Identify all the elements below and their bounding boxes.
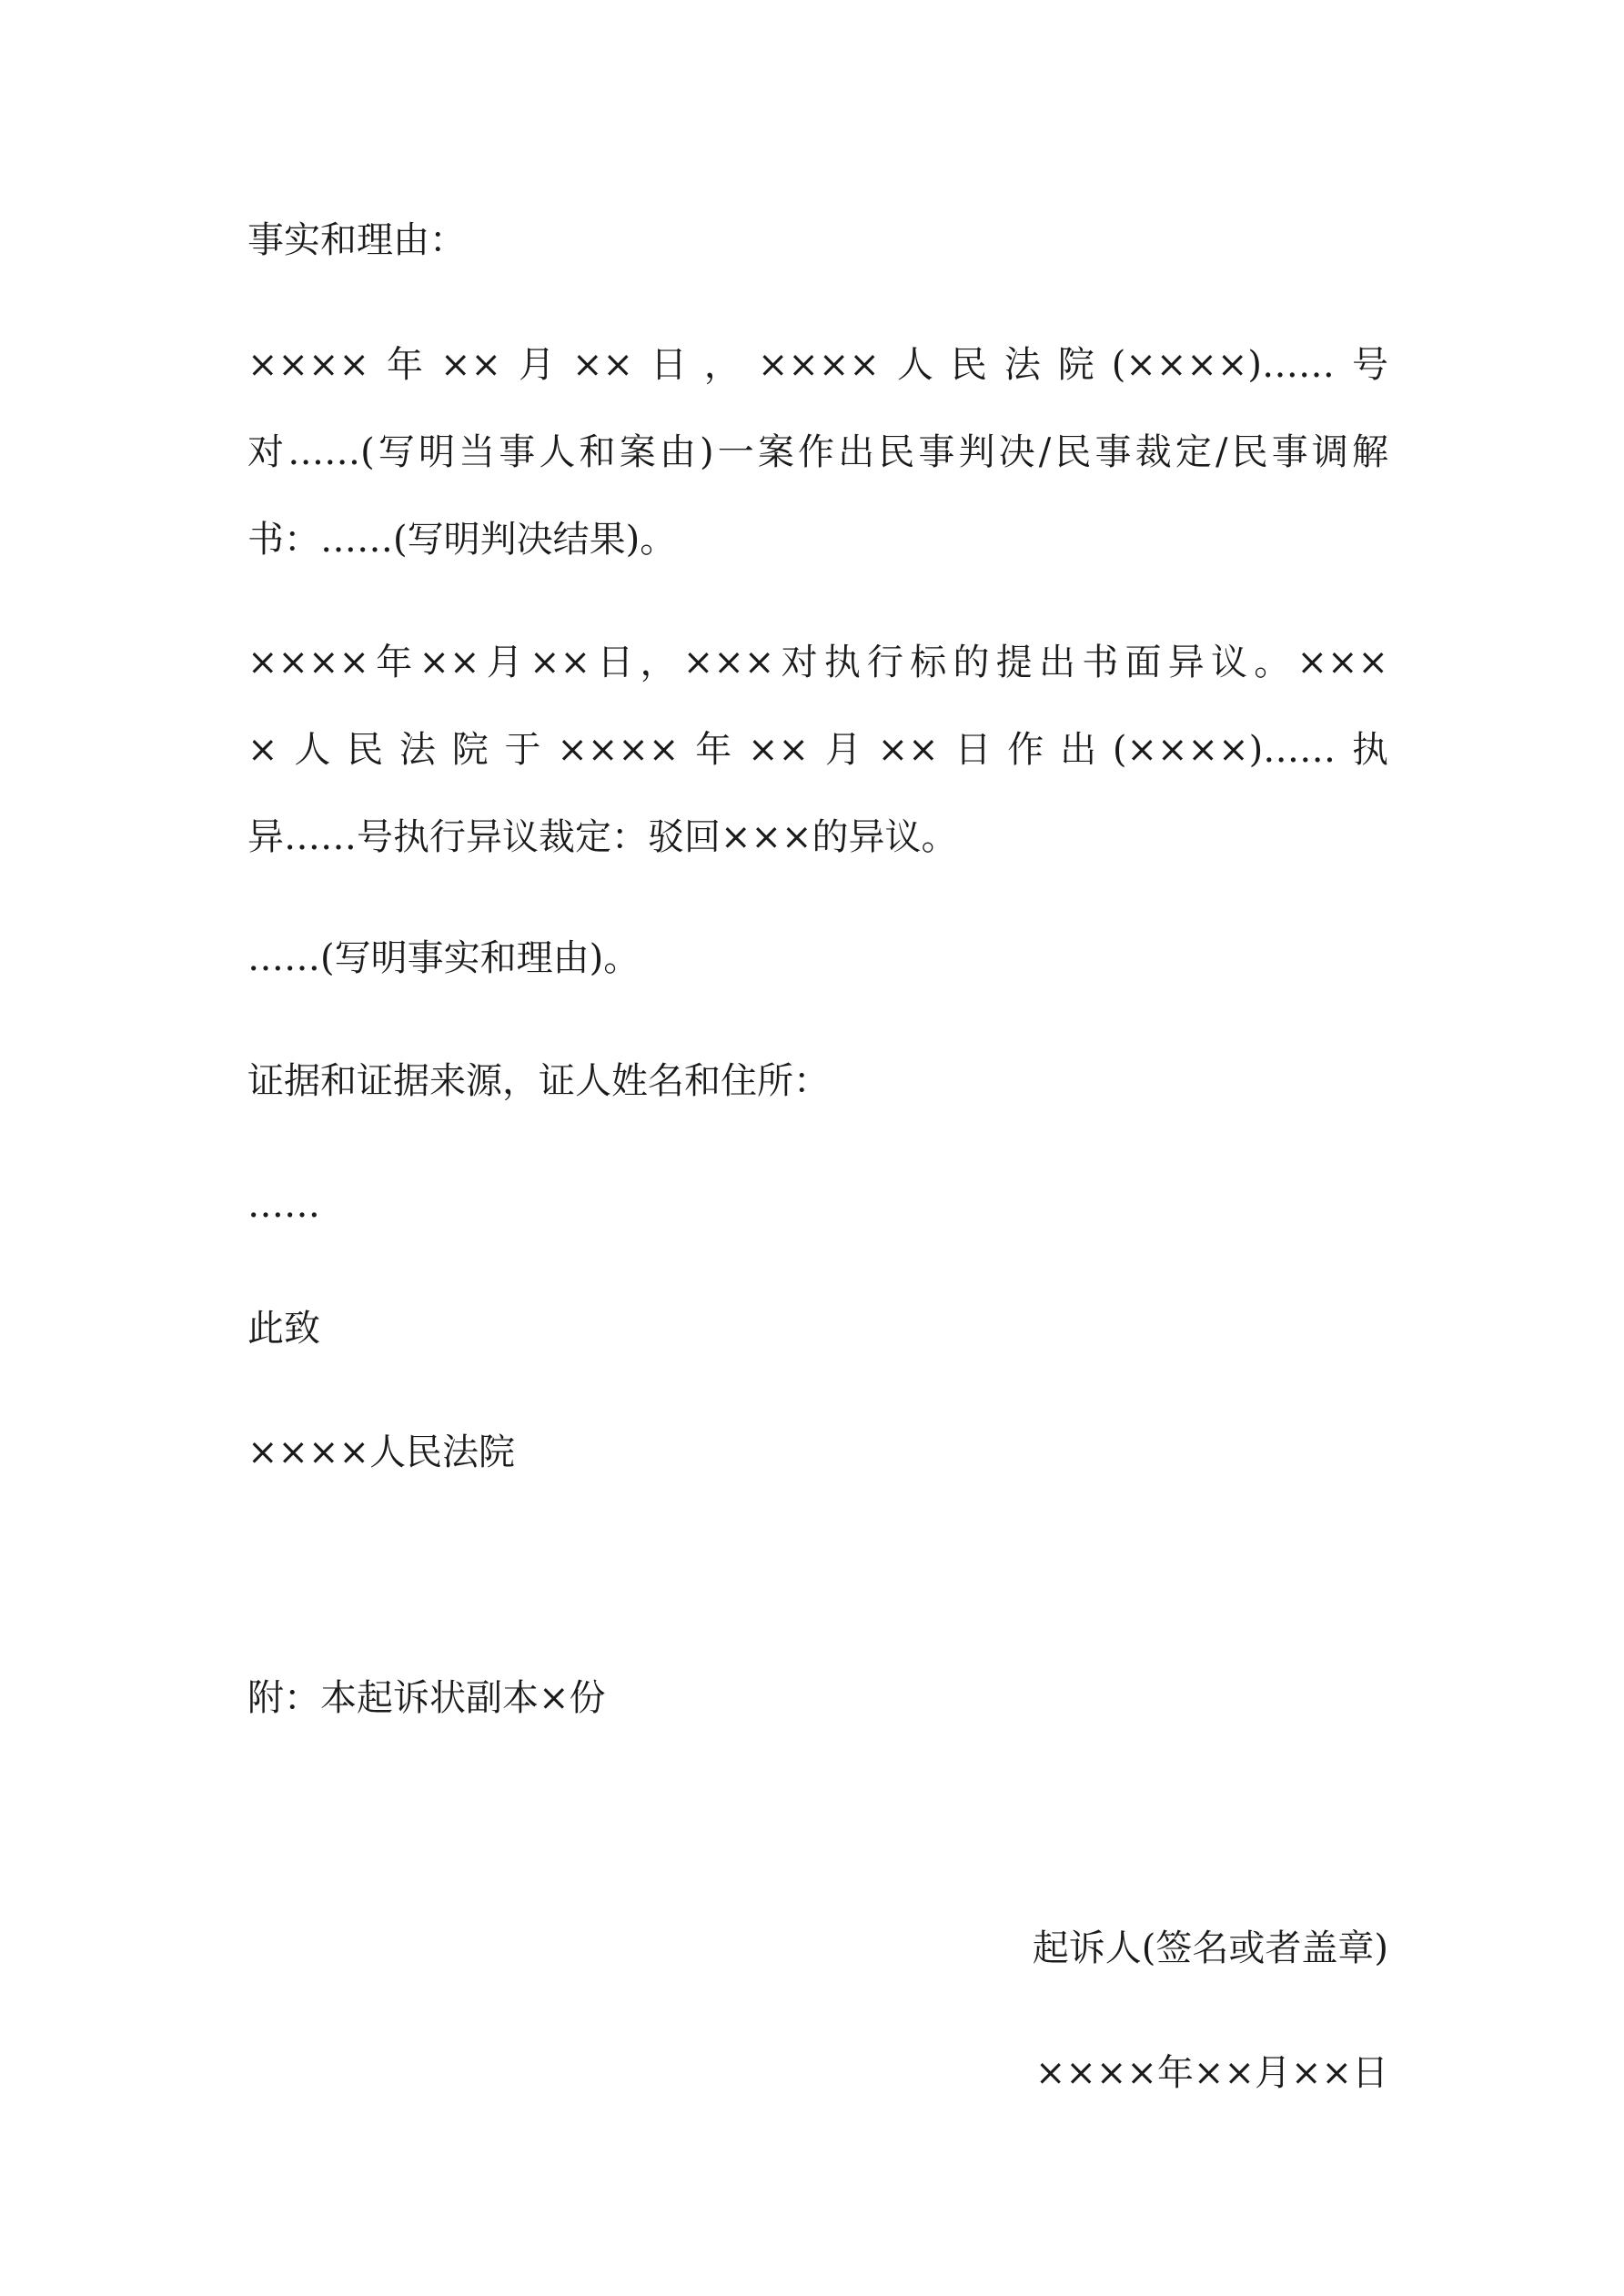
paragraph-1-line-3: 书：……(写明判决结果)。 bbox=[247, 519, 677, 561]
paragraph-2-line-2: ×人民法院于××××年××月××日作出(××××)……执 bbox=[247, 729, 1388, 771]
paragraph-2-line-3: 异……号执行异议裁定：驳回×××的异议。 bbox=[247, 816, 958, 858]
date-line: ××××年××月××日 bbox=[1034, 2052, 1388, 2094]
evidence-heading: 证据和证据来源，证人姓名和住所： bbox=[247, 1060, 830, 1102]
evidence-ellipsis: …… bbox=[247, 1184, 320, 1226]
attachment-note: 附：本起诉状副本×份 bbox=[247, 1677, 606, 1719]
court-name: ××××人民法院 bbox=[247, 1431, 516, 1473]
signature-line: 起诉人(签名或者盖章) bbox=[1032, 1927, 1388, 1969]
paragraph-3: ……(写明事实和理由)。 bbox=[247, 937, 641, 979]
paragraph-1-line-1: ××××年××月××日，××××人民法院(××××)……号 bbox=[247, 344, 1388, 386]
paragraph-1-line-2: 对……(写明当事人和案由)一案作出民事判决/民事裁定/民事调解 bbox=[247, 431, 1388, 473]
salutation: 此致 bbox=[247, 1308, 320, 1350]
paragraph-2-line-1: ××××年××月××日，×××对执行标的提出书面异议。××× bbox=[247, 642, 1388, 683]
facts-heading: 事实和理由： bbox=[247, 219, 466, 261]
